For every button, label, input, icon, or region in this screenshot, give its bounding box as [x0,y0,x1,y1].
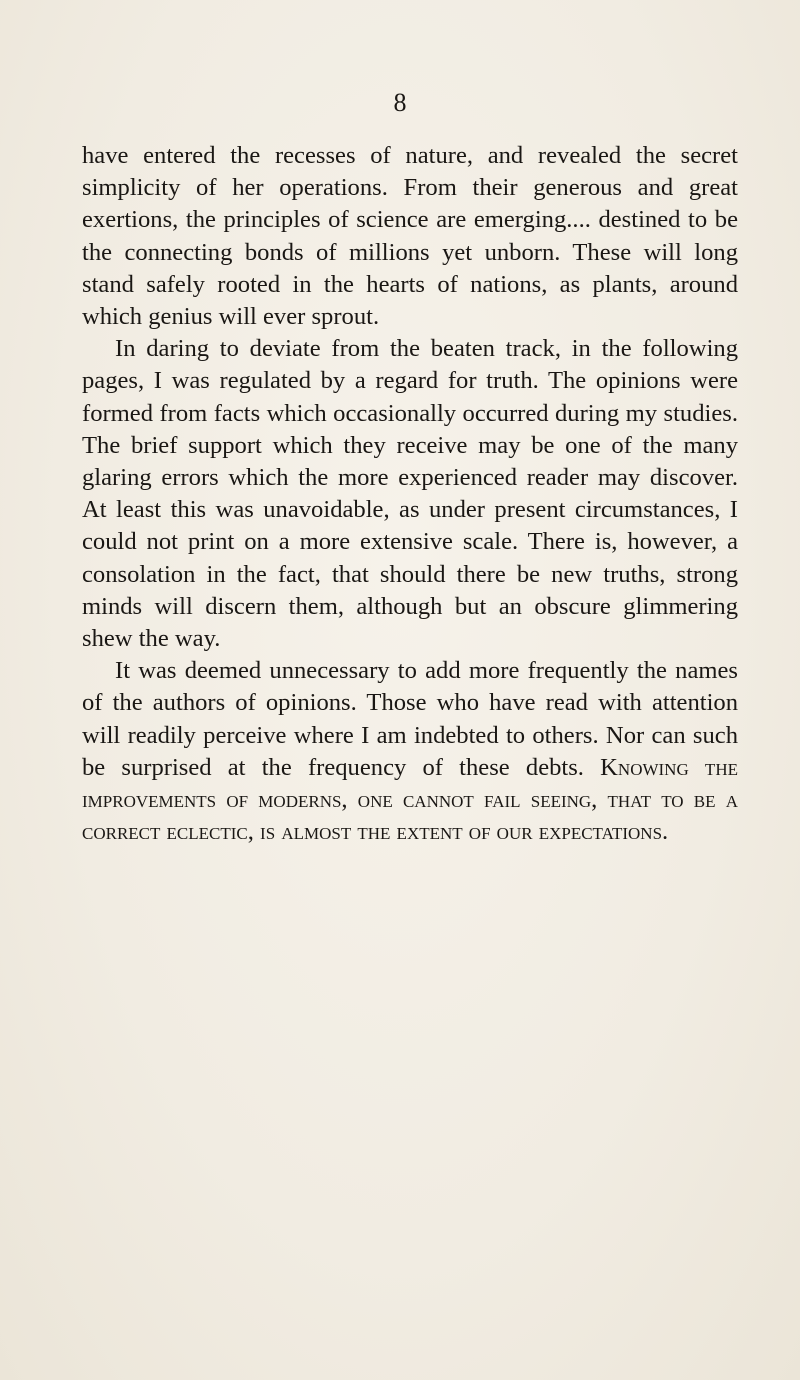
body-text [82,140,738,848]
paragraph-1: have entered the recesses of nature, and revealed the secret simplicity of her operations. From their generous and great exertions, the principles of science are emerging.... destined to be the connecting bonds of millions yet unborn. These will long stand safely rooted in the hearts of nations, as plants, around which genius will ever sprout. [82,142,738,331]
page-number: 8 [393,88,407,117]
paragraph-3 [82,655,738,848]
paragraph-3-text: It was deemed unnecessary to add more frequently the names of the authors of opinions. Those who have read with attention will readily perceive where I am indebted to others. Nor can such be surprised at the frequency of these debts. [82,657,738,781]
paragraph-2: In daring to deviate from the beaten track, in the following pages, I was regulated by a regard for truth. The opinions were formed from facts which occasionally occurred during my studies. The brief support which they receive may be one of the many glaring errors which the more experienced reader may discover. At least this was unavoidable, as under present circumstances, I could not print on a more extensive scale. There is, however, a consolation in the fact, that should there be new truths, strong minds will discern them, although but an obscure glimmering shew the way. [82,335,738,653]
paragraph-3-small-caps: Knowing the improvements of moderns, one cannot fail seeing, that to be a correct eclectic, is almost the extent of our expectations. [82,753,738,846]
